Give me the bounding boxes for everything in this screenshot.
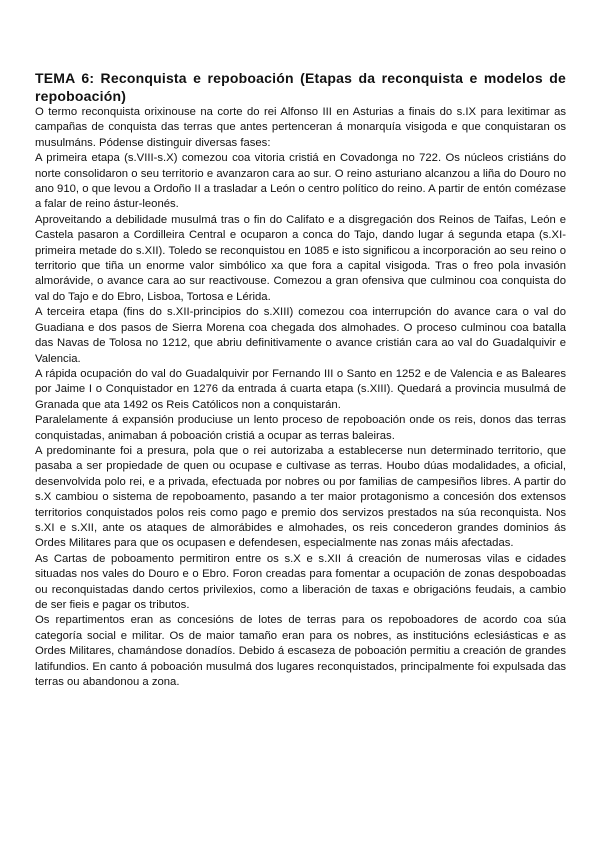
paragraph-second-stage: Aproveitando a debilidade musulmá tras o fin do Califato e a disgregación dos Reinos de Taifas, León e Castela pasaron a Cordilleira Central e ocuparon a conca do Tajo, dando lugar á segunda etapa (s.XI-primeira metade do s.XII). Toledo se reconquistou en 1085 e isto significou a incorporación ao seu reino o territorio que tiña un enorme valor simbólico xa que fora a capital visigoda. Tras o freo pola invasión almorávide, o avance cara ao sur reactivouse. Comezou a gran ofensiva que culminou coa conquista do val do Tajo e do Ebro, Lisboa, Tortosa e Lérida.: [35, 213, 566, 303]
paragraph-fourth-stage: A rápida ocupación do val do Guadalquivir por Fernando III o Santo en 1252 e de Valencia e as Baleares por Jaime I o Conquistador en 1276 da entrada á cuarta etapa (s.XIII). Quedará a provincia musulmá de Granada que ata 1492 os Reis Católicos non a conquistarán.: [35, 367, 566, 411]
document-title: TEMA 6: Reconquista e repoboación (Etapas da reconquista e modelos de repoboación): [35, 70, 566, 104]
paragraph-presura: A predominante foi a presura, pola que o rei autorizaba a establecerse nun determinado territorio, que pasaba a ser propiedade de quen ou ocupase e cultivase as terras. Houbo dúas modalidades, a oficial, desenvolvida polo rei, e a privada, efectuada por nobres ou por familias de campesiños libres. A partir do s.X cambiou o sistema de repoboamento, pasando a ter maior protagonismo a concesión dos extensos territorios conquistados polos reis como pago e premio dos servizos prestados na súa reconquista. Nos s.XI e s.XII, ante os ataques de almorábides e almohades, os reis concederon grandes dominios ás Ordes Militares para que os ocupasen e defendesen, especialmente nas zonas máis afectadas.: [35, 444, 566, 550]
document-page: [35, 69, 566, 690]
paragraph-repopulation: Paralelamente á expansión produciuse un lento proceso de repoboación onde os reis, donos das terras conquistadas, animaban á poboación cristiá a ocupar as terras baleiras.: [35, 414, 566, 442]
paragraph-first-stage: A primeira etapa (s.VIII-s.X) comezou coa vitoria cristiá en Covadonga no 722. Os núcleos cristiáns do norte consolidaron o seu territorio e avanzaron cara ao sur. O reino asturiano alcanzou a liña do Douro no ano 910, o que levou a Ordoño II a trasladar a León o centro político do reino. A partir de entón comézase a falar de reino ástur-leonés.: [35, 152, 566, 211]
paragraph-third-stage: A terceira etapa (fins do s.XII-principios do s.XIII) comezou coa interrupción do avance cara o val do Guadiana e dos pasos de Sierra Morena coa chegada dos almohades. O proceso culminou coa batalla das Navas de Tolosa no 1212, que abriu definitivamente o avance cristián cara ao val do Guadalquivir e Valencia.: [35, 306, 566, 365]
paragraph-cartas-poboamento: As Cartas de poboamento permitiron entre os s.X e s.XII á creación de numerosas vilas e cidades situadas nos vales do Douro e o Ebro. Foron creadas para fomentar a ocupación de zonas despoboadas ou reconquistadas dando certos privilexios, como a liberación de taxas e obrigacións feudais, a cambio de ser fieis e pagar os tributos.: [35, 552, 566, 611]
paragraph-repartimentos: Os repartimentos eran as concesións de lotes de terras para os repoboadores de acordo coa súa categoría social e militar. Os de maior tamaño eran para os nobres, as institucións eclesiásticas e as Ordes Militares, chamándose donadíos. Debido á escaseza de poboación permitiu a creación de grandes latifundios. En canto á poboación musulmá dos lugares reconquistados, principalmente foi expulsada das terras ou abandonou a zona.: [35, 614, 566, 689]
paragraph-intro: O termo reconquista orixinouse na corte do rei Alfonso III en Asturias a finais do s.IX para lexitimar as campañas de conquista das terras que antes pertenceran á monarquía visigoda e que conquistaran os musulmáns. Pódense distinguir diversas fases:: [35, 106, 566, 149]
